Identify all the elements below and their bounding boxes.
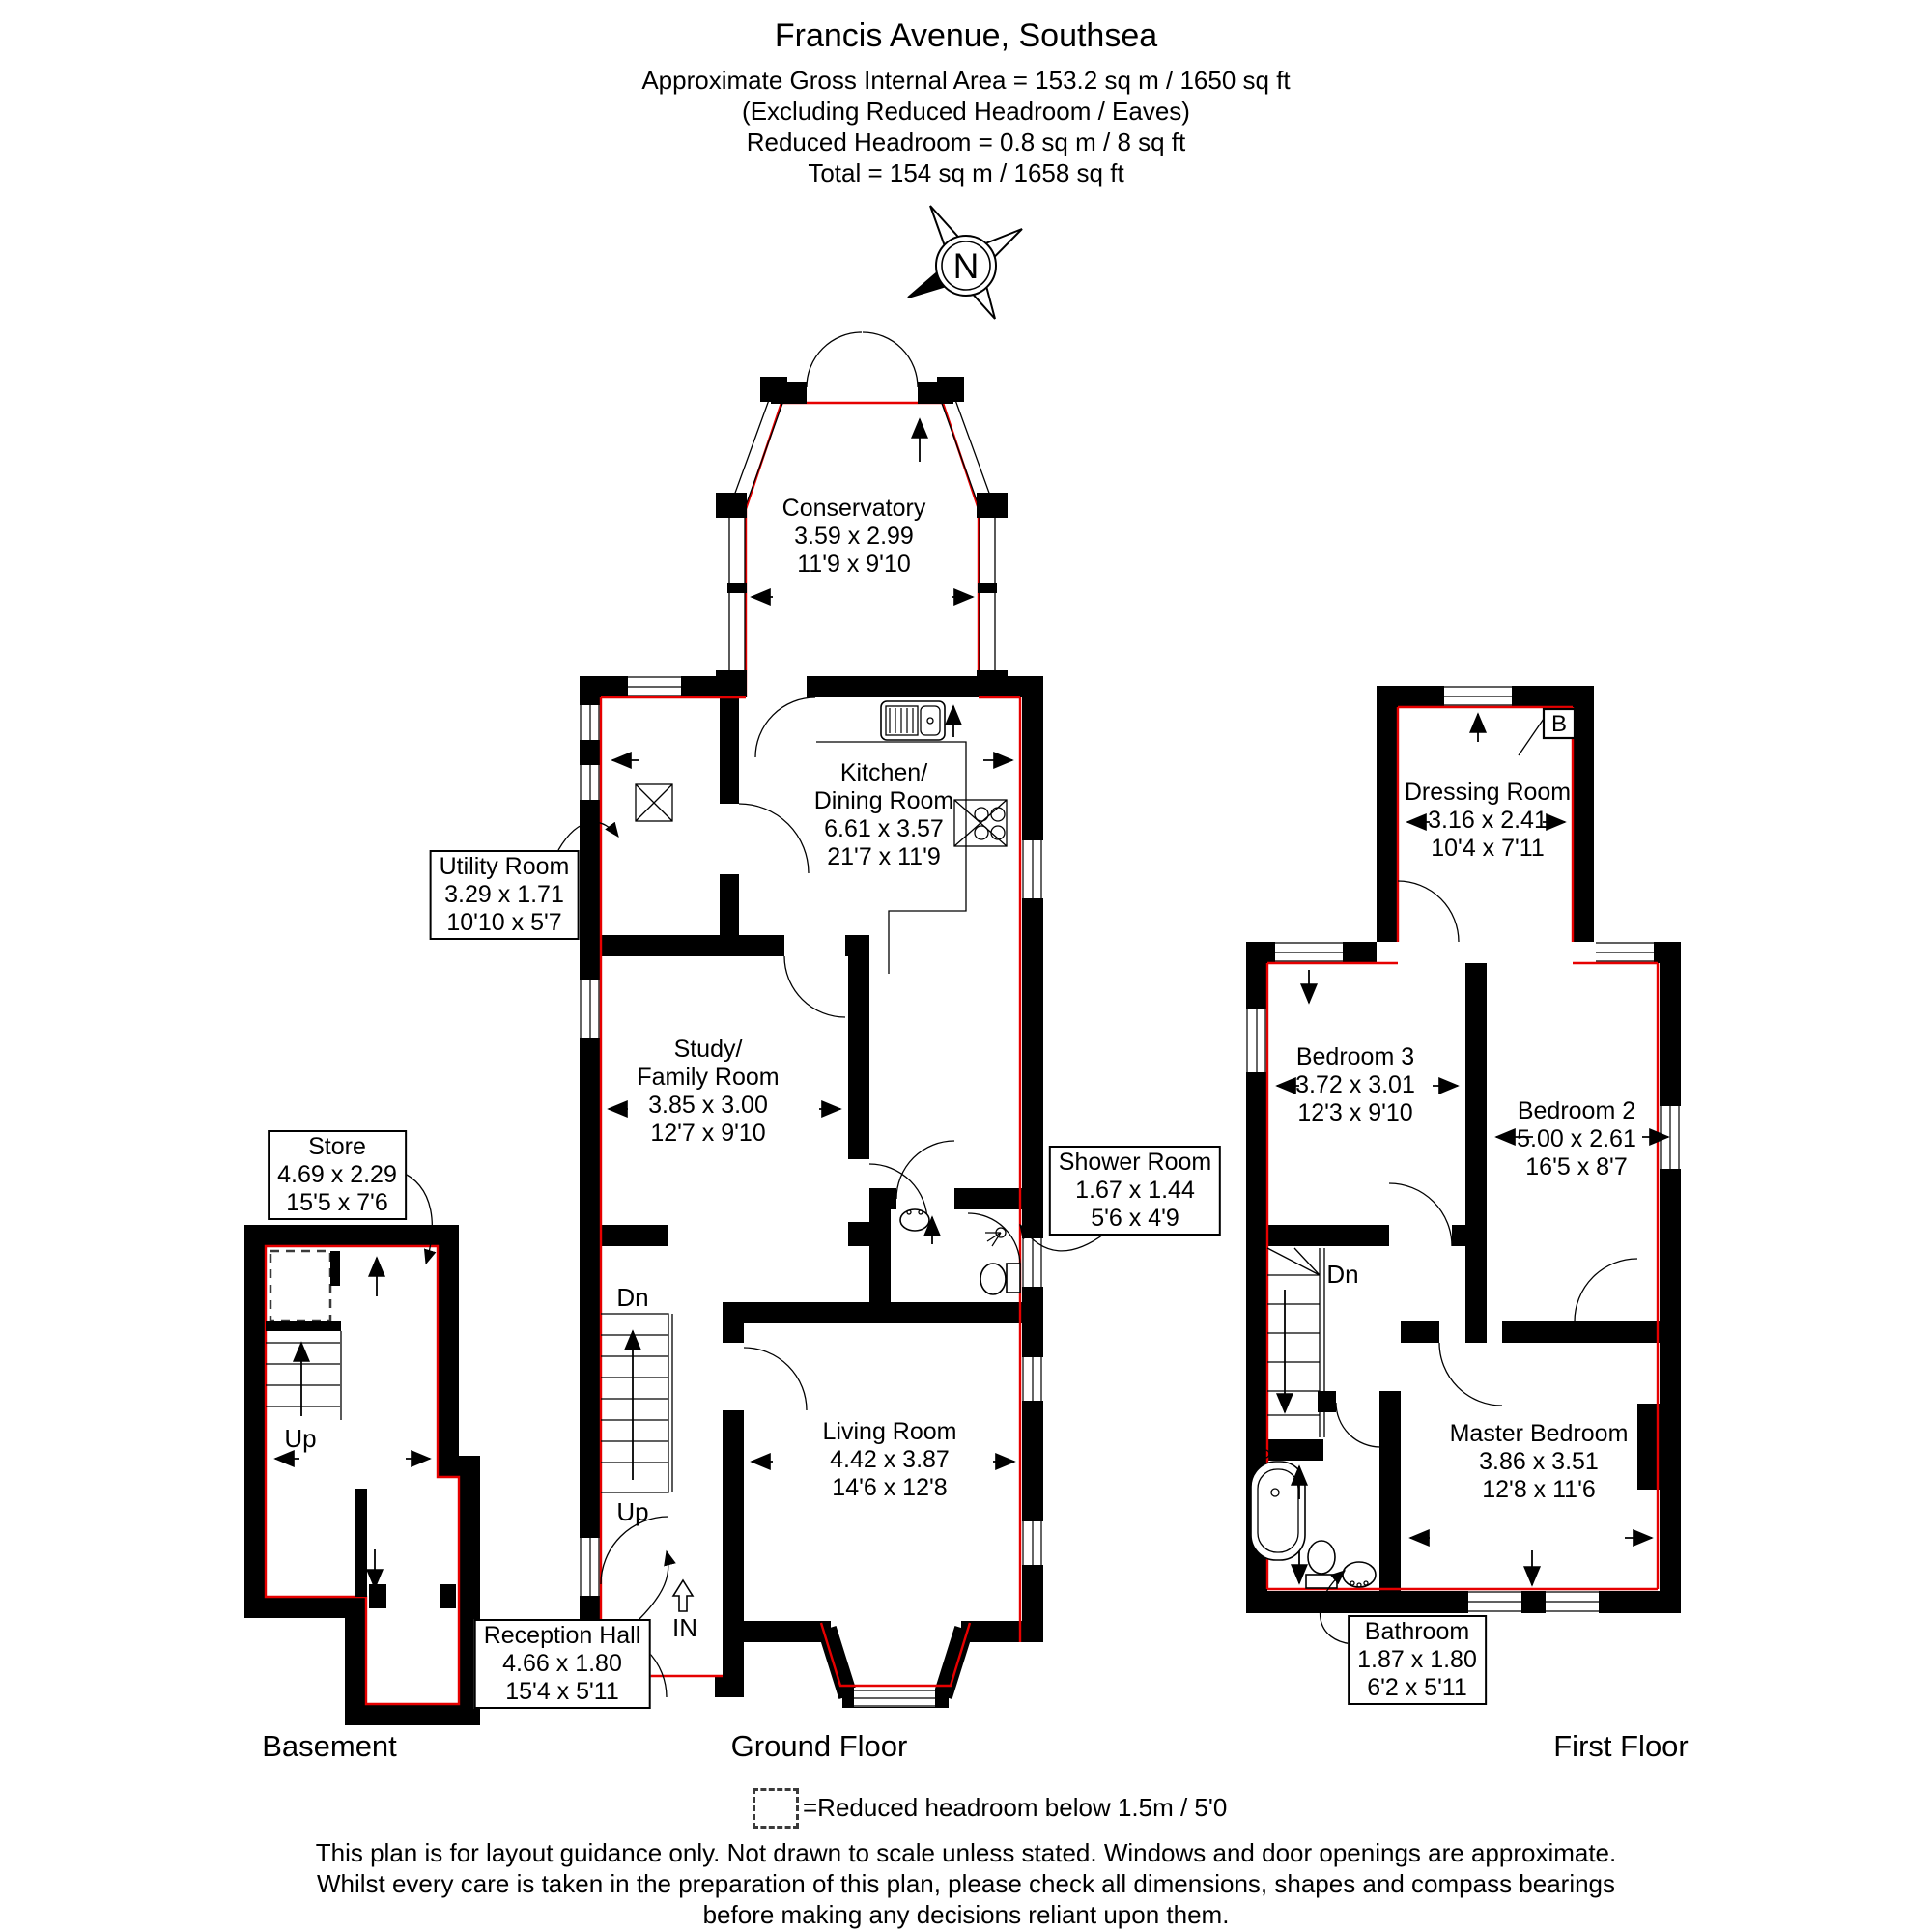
store-label: Store 4.69 x 2.29 15'5 x 7'6 xyxy=(268,1130,407,1220)
bathroom-label: Bathroom 1.87 x 1.80 6'2 x 5'11 xyxy=(1348,1615,1487,1705)
total-area-line: Total = 154 sq m / 1658 sq ft xyxy=(808,158,1124,187)
kitchen-dining-label: Kitchen/ Dining Room 6.61 x 3.57 21'7 x 11'9 xyxy=(813,759,954,870)
disclaimer-text: This plan is for layout guidance only. Not drawn to scale unless stated. Windows and door openings are approximate. Whilst every care is taken in the preparation of this plan, please check all dimensions, shapes and compass bearings before making any decisions reliant upon them. xyxy=(315,1838,1617,1929)
gross-area-line: Approximate Gross Internal Area = 153.2 sq m / 1650 sq ft xyxy=(641,66,1291,95)
kitchen-sink xyxy=(881,701,945,740)
basement-plan xyxy=(244,1171,480,1725)
bedroom2-label: Bedroom 2 5.00 x 2.61 16'5 x 8'7 xyxy=(1517,1097,1636,1180)
entrance-arrow-icon xyxy=(673,1580,693,1611)
study-family-label: Study/ Family Room 3.85 x 3.00 12'7 x 9'10 xyxy=(637,1036,780,1147)
boiler-cupboard-door xyxy=(1519,719,1544,755)
bathroom-fixtures xyxy=(1251,1450,1376,1588)
page-title: Francis Avenue, Southsea xyxy=(774,17,1158,54)
first-stairs-down-label: Dn xyxy=(1326,1260,1359,1289)
reduced-headroom-line: Reduced Headroom = 0.8 sq m / 8 sq ft xyxy=(746,128,1186,156)
utility-room-label: Utility Room 3.29 x 1.71 10'10 x 5'7 xyxy=(430,850,580,940)
reduced-headroom-legend-icon xyxy=(753,1788,799,1829)
basement-stairs-up-label: Up xyxy=(284,1424,317,1453)
utility-appliance xyxy=(636,784,672,821)
ground-stairs-down-label: Dn xyxy=(616,1283,649,1312)
compass-north-label: N xyxy=(952,246,980,286)
conservatory-double-door-arcs xyxy=(807,332,918,387)
first-floor-stairs xyxy=(1267,1248,1324,1437)
master-bedroom-label: Master Bedroom 3.86 x 3.51 12'8 x 11'6 xyxy=(1449,1420,1629,1503)
basement-floor-title: Basement xyxy=(262,1729,397,1763)
ground-floor-title: Ground Floor xyxy=(730,1729,908,1763)
kitchen-hob xyxy=(954,800,1007,846)
first-floor-title: First Floor xyxy=(1553,1729,1689,1763)
excluding-line: (Excluding Reduced Headroom / Eaves) xyxy=(742,97,1190,126)
ground-floor-stairs xyxy=(601,1314,672,1492)
shower-room-label: Shower Room 1.67 x 1.44 5'6 x 4'9 xyxy=(1049,1146,1221,1236)
conservatory-label: Conservatory 3.59 x 2.99 11'9 x 9'10 xyxy=(781,495,926,578)
boiler-label: B xyxy=(1550,711,1568,737)
dressing-room-label: Dressing Room 3.16 x 2.41 10'4 x 7'11 xyxy=(1404,779,1572,862)
bedroom3-label: Bedroom 3 3.72 x 3.01 12'3 x 9'10 xyxy=(1295,1043,1415,1126)
reduced-headroom-legend-text: =Reduced headroom below 1.5m / 5'0 xyxy=(803,1793,1228,1822)
reception-hall-label: Reception Hall 4.66 x 1.80 15'4 x 5'11 xyxy=(474,1619,651,1709)
living-room-label: Living Room 4.42 x 3.87 14'6 x 12'8 xyxy=(822,1418,957,1501)
shower-room-fixtures xyxy=(900,1209,1020,1294)
entrance-label: IN xyxy=(672,1613,697,1642)
ground-stairs-up-label: Up xyxy=(616,1497,649,1526)
